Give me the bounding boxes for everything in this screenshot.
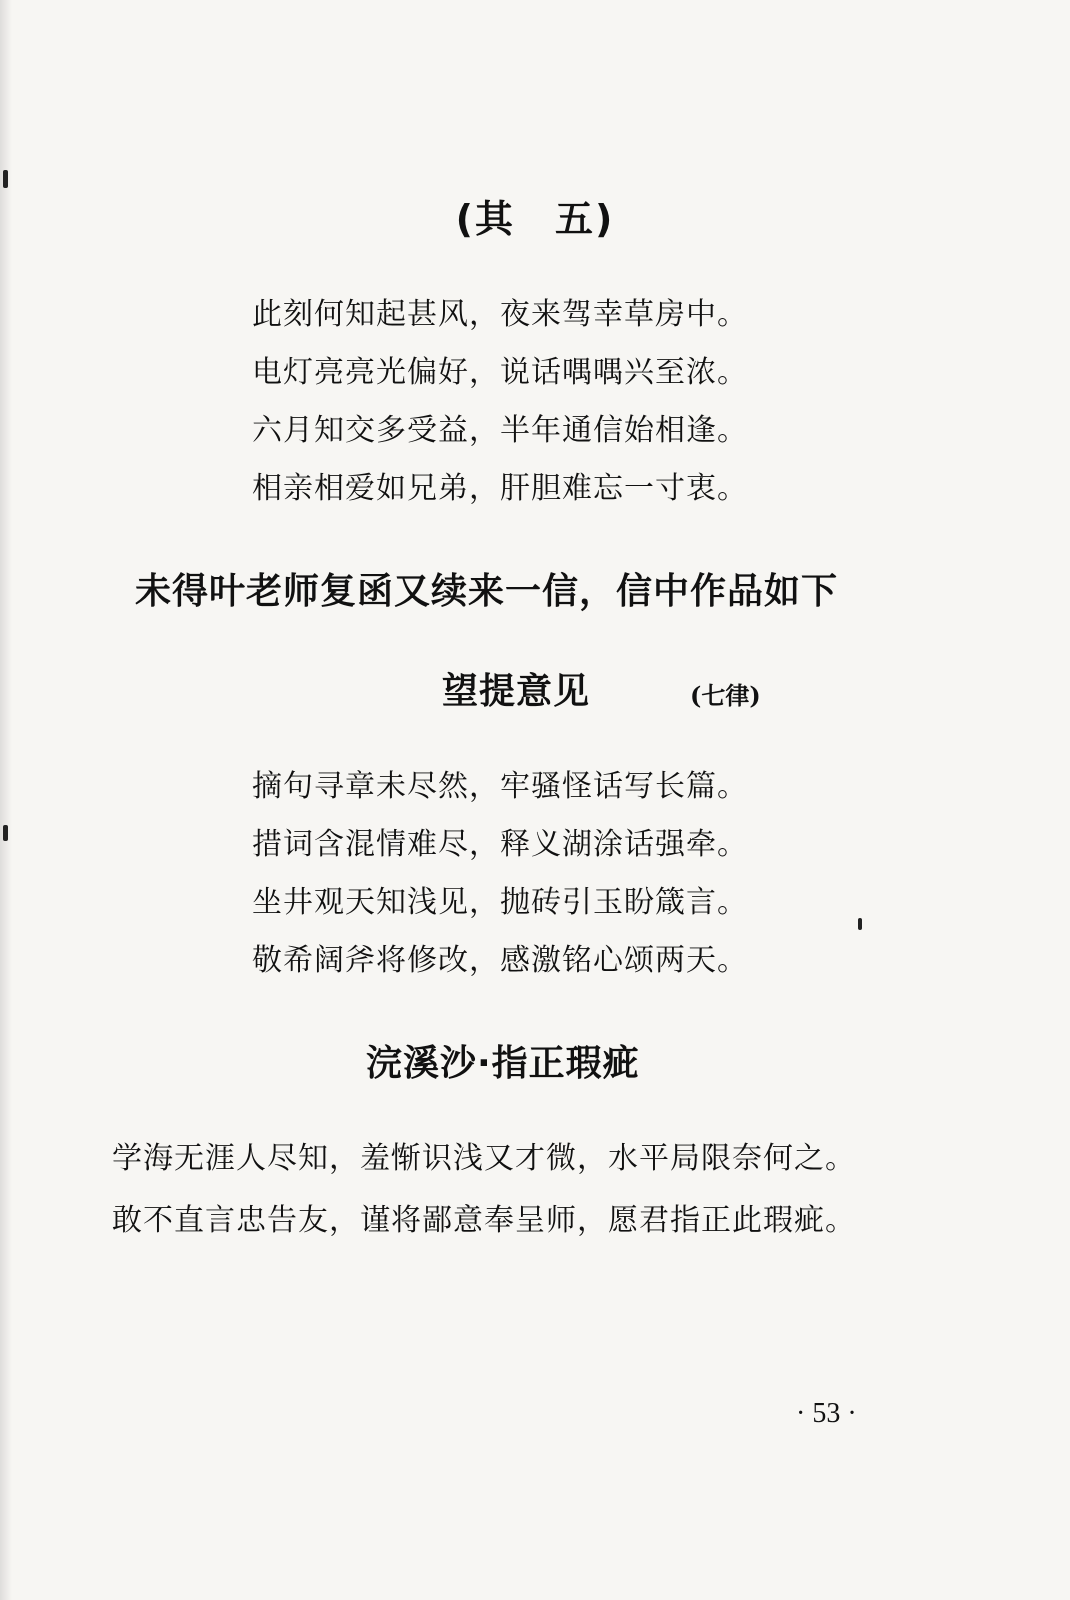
letter-heading: 未得叶老师复函又续来一信，信中作品如下 xyxy=(135,571,839,612)
poem-line: 敬希阔斧将修改，感激铭心颂两天。 xyxy=(252,943,748,978)
poem-one xyxy=(252,286,748,518)
poem-line: 相亲相爱如兄弟，肝胆难忘一寸衷。 xyxy=(252,471,748,506)
poem-line: 六月知交多受益，半年通信始相逢。 xyxy=(252,413,748,448)
ink-speck xyxy=(858,918,862,930)
poem-form-label: (七律) xyxy=(690,681,761,710)
letter-heading-title: 望提意见 xyxy=(442,671,591,712)
poem-three xyxy=(112,1128,856,1252)
poem-line: 坐井观天知浅见，抛砖引玉盼箴言。 xyxy=(252,885,748,920)
poem-two xyxy=(252,758,748,990)
poem-line: 敢不直言忠告友，谨将鄙意奉呈师，愿君指正此瑕疵。 xyxy=(112,1203,856,1238)
poem-line: 电灯亮亮光偏好，说话喁喁兴至浓。 xyxy=(252,355,748,390)
poem-line: 摘句寻章未尽然，牢骚怪话写长篇。 xyxy=(252,769,748,804)
section-title: (其 五) xyxy=(455,197,615,241)
poem-line: 措词含混情难尽，释义湖涂话强牵。 xyxy=(252,827,748,862)
poem-line: 学海无涯人尽知，羞惭识浅又才微，水平局限奈何之。 xyxy=(112,1141,856,1176)
poem-line: 此刻何知起甚风，夜来驾幸草房中。 xyxy=(252,297,748,332)
ci-title: 浣溪沙·指正瑕疵 xyxy=(366,1043,640,1084)
ink-speck xyxy=(3,825,8,841)
page-number: · 53 · xyxy=(796,1398,857,1429)
ink-speck xyxy=(3,170,8,188)
